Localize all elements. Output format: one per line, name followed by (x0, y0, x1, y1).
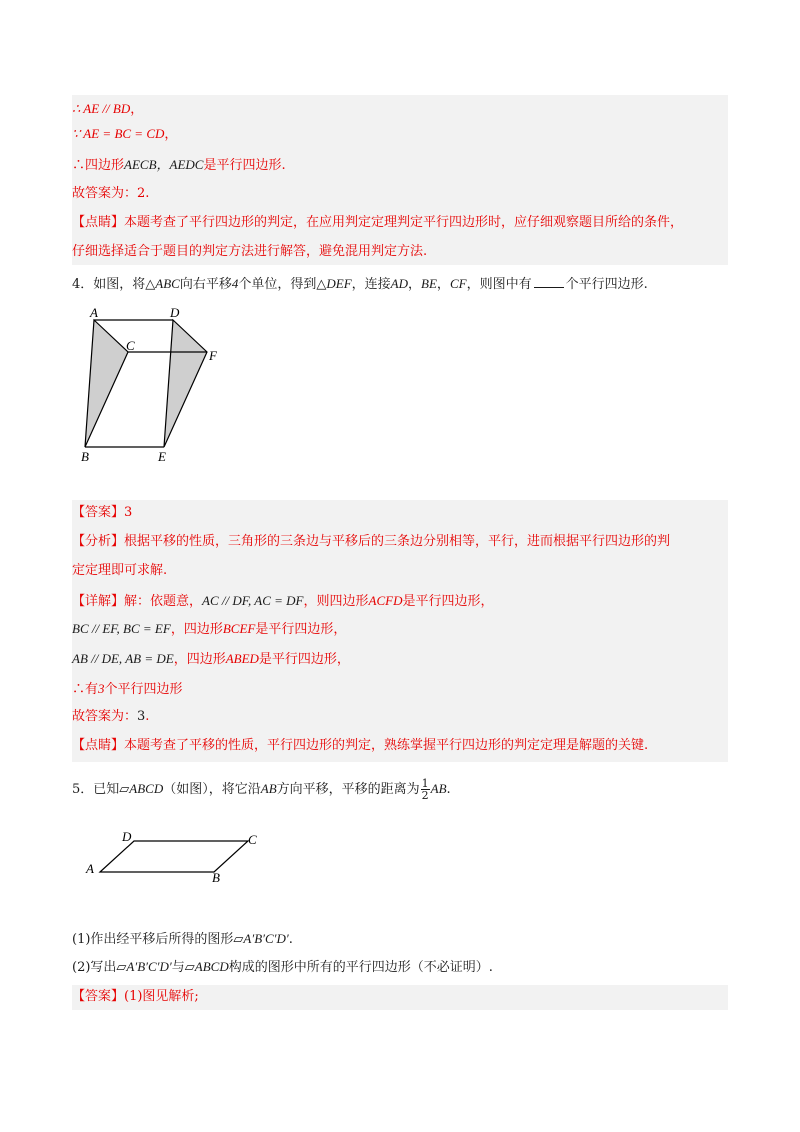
q4-answer: 【答案】3 (72, 505, 133, 520)
prev-solution-line-1: ∴ AE // BD， (72, 101, 144, 117)
math-expr: AECB，AEDC (124, 157, 204, 172)
math-expr: ∴ AE // BD (72, 101, 131, 116)
q4-detail-2: BC // EF, BC = EF，四边形BCEF是平行四边形， (72, 621, 347, 637)
detail-tag: 【详解】 (72, 594, 125, 609)
q4-note: 【点睛】本题考查了平移的性质，平行四边形的判定，熟练掌握平行四边形的判定定理是解题的关键. (72, 738, 649, 753)
note-tag: 【点睛】 (72, 215, 125, 230)
prev-solution-note: 【点睛】本题考查了平行四边形的判定，在应用判定定理判定平行四边形时，应仔细观察题目所给的条件， (72, 215, 684, 230)
math-expr: ∵ AE = BC = CD (72, 126, 165, 141)
figure-q4-translated-triangles (78, 305, 228, 465)
label-e: E (158, 449, 166, 464)
label-d: D (170, 305, 180, 320)
question-5-stem: 5．已知▱ABCD（如图），将它沿AB方向平移，平移的距离为 $\frac{1}{2}$ AB. (72, 777, 451, 802)
q4-analysis-cont: 定定理即可求解. (72, 563, 168, 578)
label-c: C (248, 832, 257, 847)
q4-detail-4: ∴有3个平行四边形 (72, 681, 183, 697)
prev-solution-block (72, 95, 728, 265)
triangle-def-shaded (164, 320, 207, 447)
q4-final-answer: 故答案为：3. (72, 709, 150, 724)
label-a: A (86, 861, 94, 876)
label-b: B (212, 870, 220, 885)
q4-detail-1: 【详解】解：依题意，AC // DF, AC = DF，则四边形ACFD是平行四边形， (72, 593, 494, 609)
note-tag: 【点睛】 (72, 738, 125, 753)
answer-blank (534, 275, 564, 288)
prev-solution-line-4: 故答案为：2. (72, 186, 150, 201)
prev-solution-line-3: ∴四边形AECB，AEDC是平行四边形. (72, 157, 286, 173)
analysis-tag: 【分析】 (72, 534, 125, 549)
q4-detail-3: AB // DE, AB = DE，四边形ABED是平行四边形， (72, 651, 350, 667)
q4-analysis: 【分析】根据平移的性质，三角形的三条边与平移后的三条边分别相等，平行，进而根据平行四边形的判 (72, 534, 671, 549)
triangle-abc-shaded (85, 320, 128, 447)
question-5-part-2: (2)写出▱A′B′C′D′与▱ABCD构成的图形中所有的平行四边形（不必证明）. (72, 959, 493, 975)
answer-tag: 【答案】 (72, 989, 125, 1004)
q5-answer: 【答案】(1)图见解析; (72, 989, 199, 1004)
label-b: B (81, 449, 89, 464)
prev-solution-note-cont: 仔细选择适合于题目的判定方法进行解答，避免混用判定方法. (72, 244, 428, 259)
fraction-half: $\frac{1}{2}$ (421, 777, 429, 802)
parallelogram-abcd (100, 841, 248, 872)
label-d: D (122, 830, 132, 844)
label-c: C (126, 338, 135, 353)
label-a: A (90, 305, 98, 320)
question-4-stem: 4．如图，将△ABC向右平移4个单位，得到△DEF，连接AD，BE，CF，则图中有 个平行四边形. (72, 276, 648, 292)
question-5-part-1: (1)作出经平移后所得的图形▱A′B′C′D′. (72, 931, 293, 947)
answer-tag: 【答案】 (72, 505, 125, 520)
prev-solution-line-2: ∵ AE = BC = CD， (72, 126, 178, 142)
label-f: F (209, 348, 217, 363)
figure-q5-parallelogram (84, 830, 274, 886)
